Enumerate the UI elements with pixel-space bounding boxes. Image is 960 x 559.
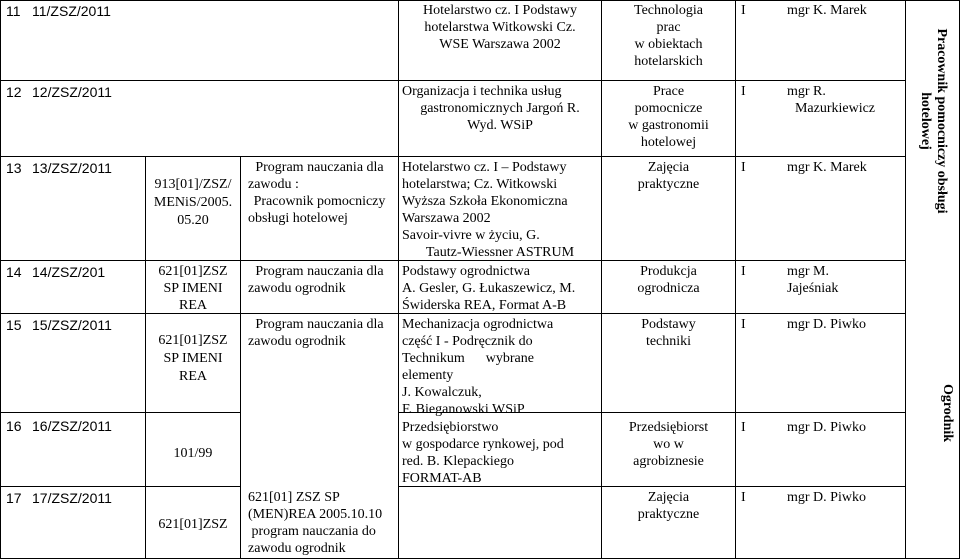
subject-line: ogrodnicza [637,281,700,296]
teacher-name: mgr M. [787,264,829,279]
row-divider [0,156,905,157]
textbook-line: elementy [402,368,454,383]
row-code: 13/ZSZ/2011 [32,160,112,176]
subject-line: Podstawy [641,317,696,332]
teacher-name: Mazurkiewicz [794,101,876,116]
program-name: obsługi hotelowej [248,211,348,226]
row-number: 15 [6,317,22,333]
teacher-name: mgr K. Marek [787,3,867,18]
subject-line: wo w [653,437,684,452]
teacher-name: Jajeśniak [787,281,839,296]
row-divider [0,260,240,261]
subject-line: w gastronomii [628,118,709,133]
teacher-name: mgr D. Piwko [787,420,866,435]
textbook-line: hotelarstwa; Cz. Witkowski [402,177,558,192]
textbook-line: część I - Podręcznik do [402,334,533,349]
row-divider [0,486,240,487]
textbook-line: hotelarstwa Witkowski Cz. [424,20,576,35]
program-name: Pracownik pomocniczy [253,194,386,209]
textbook-line: Przedsiębiorstwo [402,420,499,435]
textbook-line: w gospodarce rynkowej, pod [402,437,564,452]
subject-line: pomocnicze [634,101,703,116]
program-number: MENiS/2005. [153,195,233,210]
profession-label-top-line1: Pracownik pomocniczy obsługi [934,28,949,214]
subject-line: praktyczne [637,177,700,192]
profession-label-bottom: Ogrodnik [940,383,955,443]
textbook-line: Mechanizacja ogrodnictwa [402,317,554,332]
subject-line: techniki [645,334,692,349]
row-code: 14/ZSZ/201 [32,264,106,280]
row-number: 12 [6,84,22,100]
program-number: 101/99 [173,446,213,461]
row-number: 16 [6,418,22,434]
subject-line: Prace [652,84,685,99]
col-divider [735,0,736,559]
program-name: Program nauczania dla [255,317,384,332]
class-level: I [741,84,746,99]
program-number: 621[01]ZSZ [158,517,228,532]
program-number: 05.20 [177,213,209,228]
class-level: I [741,420,746,435]
subject-line: praktyczne [637,507,700,522]
program-name: zawodu : [248,177,299,192]
subject-line: prac [656,20,681,35]
class-level: I [741,490,746,505]
program-name: Program nauczania dla [255,160,384,175]
profession-label-top [915,0,949,271]
teacher-name: mgr D. Piwko [787,490,866,505]
row-divider [240,260,398,261]
subject-line: Produkcja [640,264,697,279]
textbook-line: Podstawy ogrodnictwa [402,264,530,279]
row-number: 11 [6,3,21,19]
col-divider [398,0,399,559]
textbook-line: Wyd. WSiP [467,118,533,133]
table-border-left [0,0,1,559]
row-number: 14 [6,264,22,280]
program-number: REA [179,298,207,313]
row-number: 17 [6,490,22,506]
row-code: 15/ZSZ/2011 [32,317,112,333]
program-name: 621[01] ZSZ SP [248,490,340,505]
program-number: REA [179,369,207,384]
class-level: I [741,317,746,332]
textbook-line: F. Bieganowski WSiP [402,402,525,417]
textbook-line: Tautz-Wiessner ASTRUM [425,245,575,260]
teacher-name: mgr K. Marek [787,160,867,175]
textbook-line: Savoir-vivre w życiu, G. [402,228,540,243]
program-name: (MEN)REA 2005.10.10 [248,507,383,522]
textbook-line: FORMAT-AB [402,471,482,486]
subject-line: agrobiznesie [633,454,704,469]
program-name: zawodu ogrodnik [248,281,346,296]
row-code: 17/ZSZ/2011 [32,490,112,506]
textbook-line: Świderska REA, Format A-B [402,298,567,313]
program-number: SP IMENI [163,351,223,366]
teacher-name: mgr R. [787,84,826,99]
subject-line: Technologia [634,3,703,18]
class-level: I [741,264,746,279]
program-name: zawodu ogrodnik [248,334,346,349]
subject-line: Zajęcia [647,490,690,505]
program-name: zawodu ogrodnik [248,541,346,556]
table-border-top [0,0,960,1]
textbook-line: Technikum wybrane [402,351,534,366]
subject-line: w obiektach [634,37,703,52]
row-divider [0,412,240,413]
profession-label-top-line2: hotelowej [918,92,933,150]
subject-line: hotelarskich [634,54,703,69]
program-number: 621[01]ZSZ [158,333,228,348]
program-number: SP IMENI [163,281,223,296]
program-number: 913[01]/ZSZ/ [154,177,232,192]
row-divider [240,313,398,314]
teacher-name: mgr D. Piwko [787,317,866,332]
textbook-line: J. Kowalczuk, [402,385,482,400]
textbook-line: Wyższa Szkoła Ekonomiczna [402,194,568,209]
textbook-line: Hotelarstwo cz. I Podstawy [423,3,577,18]
row-divider [0,80,905,81]
subject-line: Przedsiębiorst [628,420,709,435]
subject-line: hotelowej [640,135,697,150]
textbook-line: A. Gesler, G. Łukaszewicz, M. [402,281,576,296]
row-code: 11/ZSZ/2011 [32,3,111,19]
subject-line: Zajęcia [647,160,690,175]
textbook-line: red. B. Klepackiego [402,454,514,469]
program-name: Program nauczania dla [255,264,384,279]
textbook-line: Warszawa 2002 [402,211,491,226]
textbook-line: WSE Warszawa 2002 [439,37,561,52]
textbook-line: gastronomicznych Jargoń R. [420,101,580,116]
col-divider [905,0,906,559]
program-name: program nauczania do [248,524,376,539]
textbook-line: Organizacja i technika usług [402,84,562,99]
class-level: I [741,3,746,18]
class-level: I [741,160,746,175]
row-number: 13 [6,160,22,176]
row-code: 16/ZSZ/2011 [32,418,112,434]
program-number: 621[01]ZSZ [158,264,228,279]
row-code: 12/ZSZ/2011 [32,84,112,100]
textbook-line: Hotelarstwo cz. I – Podstawy [402,160,567,175]
